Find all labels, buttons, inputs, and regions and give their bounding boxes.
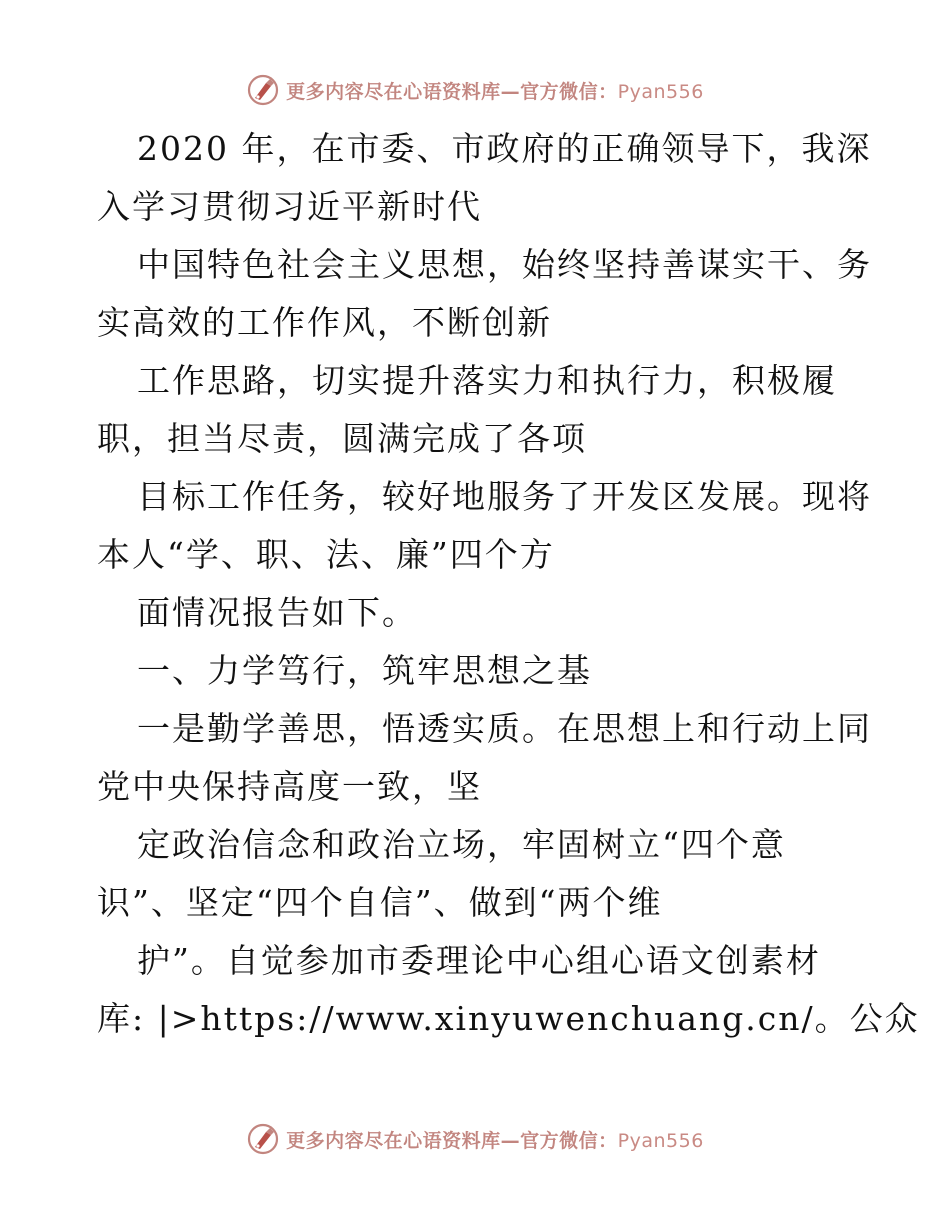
watermark-wechat-id: Pyan556: [617, 1129, 704, 1152]
paragraph-line: 职，担当尽责，圆满完成了各项: [97, 419, 587, 458]
paragraph-line: 定政治信念和政治立场，牢固树立“四个意: [137, 825, 786, 864]
document-body: [97, 120, 920, 1048]
paragraph-line: 工作思路，切实提升落实力和执行力，积极履: [137, 361, 837, 400]
watermark-footer: [0, 1119, 950, 1159]
paragraph-line: 党中央保持高度一致，坚: [97, 767, 482, 806]
paragraph-line: 实高效的工作作风，不断创新: [97, 303, 552, 342]
watermark-wechat-id: Pyan556: [617, 80, 704, 103]
paragraph-line: 面情况报告如下。: [137, 593, 417, 632]
paragraph-line: 目标工作任务，较好地服务了开发区发展。现将: [137, 477, 872, 516]
paragraph-line: 2020 年，在市委、市政府的正确领导下，我深: [137, 129, 872, 168]
watermark-label: 更多内容尽在心语资料库—官方微信：: [286, 1129, 618, 1152]
paragraph-line: 入学习贯彻习近平新时代: [97, 187, 482, 226]
watermark-text: [286, 77, 704, 104]
watermark-text: [286, 1126, 704, 1153]
paragraph-line: 本人“学、职、法、廉”四个方: [97, 535, 555, 574]
watermark-label: 更多内容尽在心语资料库—官方微信：: [286, 80, 618, 103]
paragraph-line: 识”、坚定“四个自信”、做到“两个维: [97, 883, 663, 922]
paragraph-line: 中国特色社会主义思想，始终坚持善谋实干、务: [137, 245, 872, 284]
watermark-header: [0, 70, 950, 110]
paragraph-line-url: 库: |>https://www.xinyuwenchuang.cn/。公众: [97, 999, 920, 1038]
section-heading: 一、力学笃行，筑牢思想之基: [137, 651, 592, 690]
paragraph-line: 护”。自觉参加市委理论中心组心语文创素材: [137, 941, 821, 980]
paragraph-line: 一是勤学善思，悟透实质。在思想上和行动上同: [137, 709, 872, 748]
pen-nib-logo-icon: [246, 73, 280, 107]
pen-nib-logo-icon: [246, 1122, 280, 1156]
